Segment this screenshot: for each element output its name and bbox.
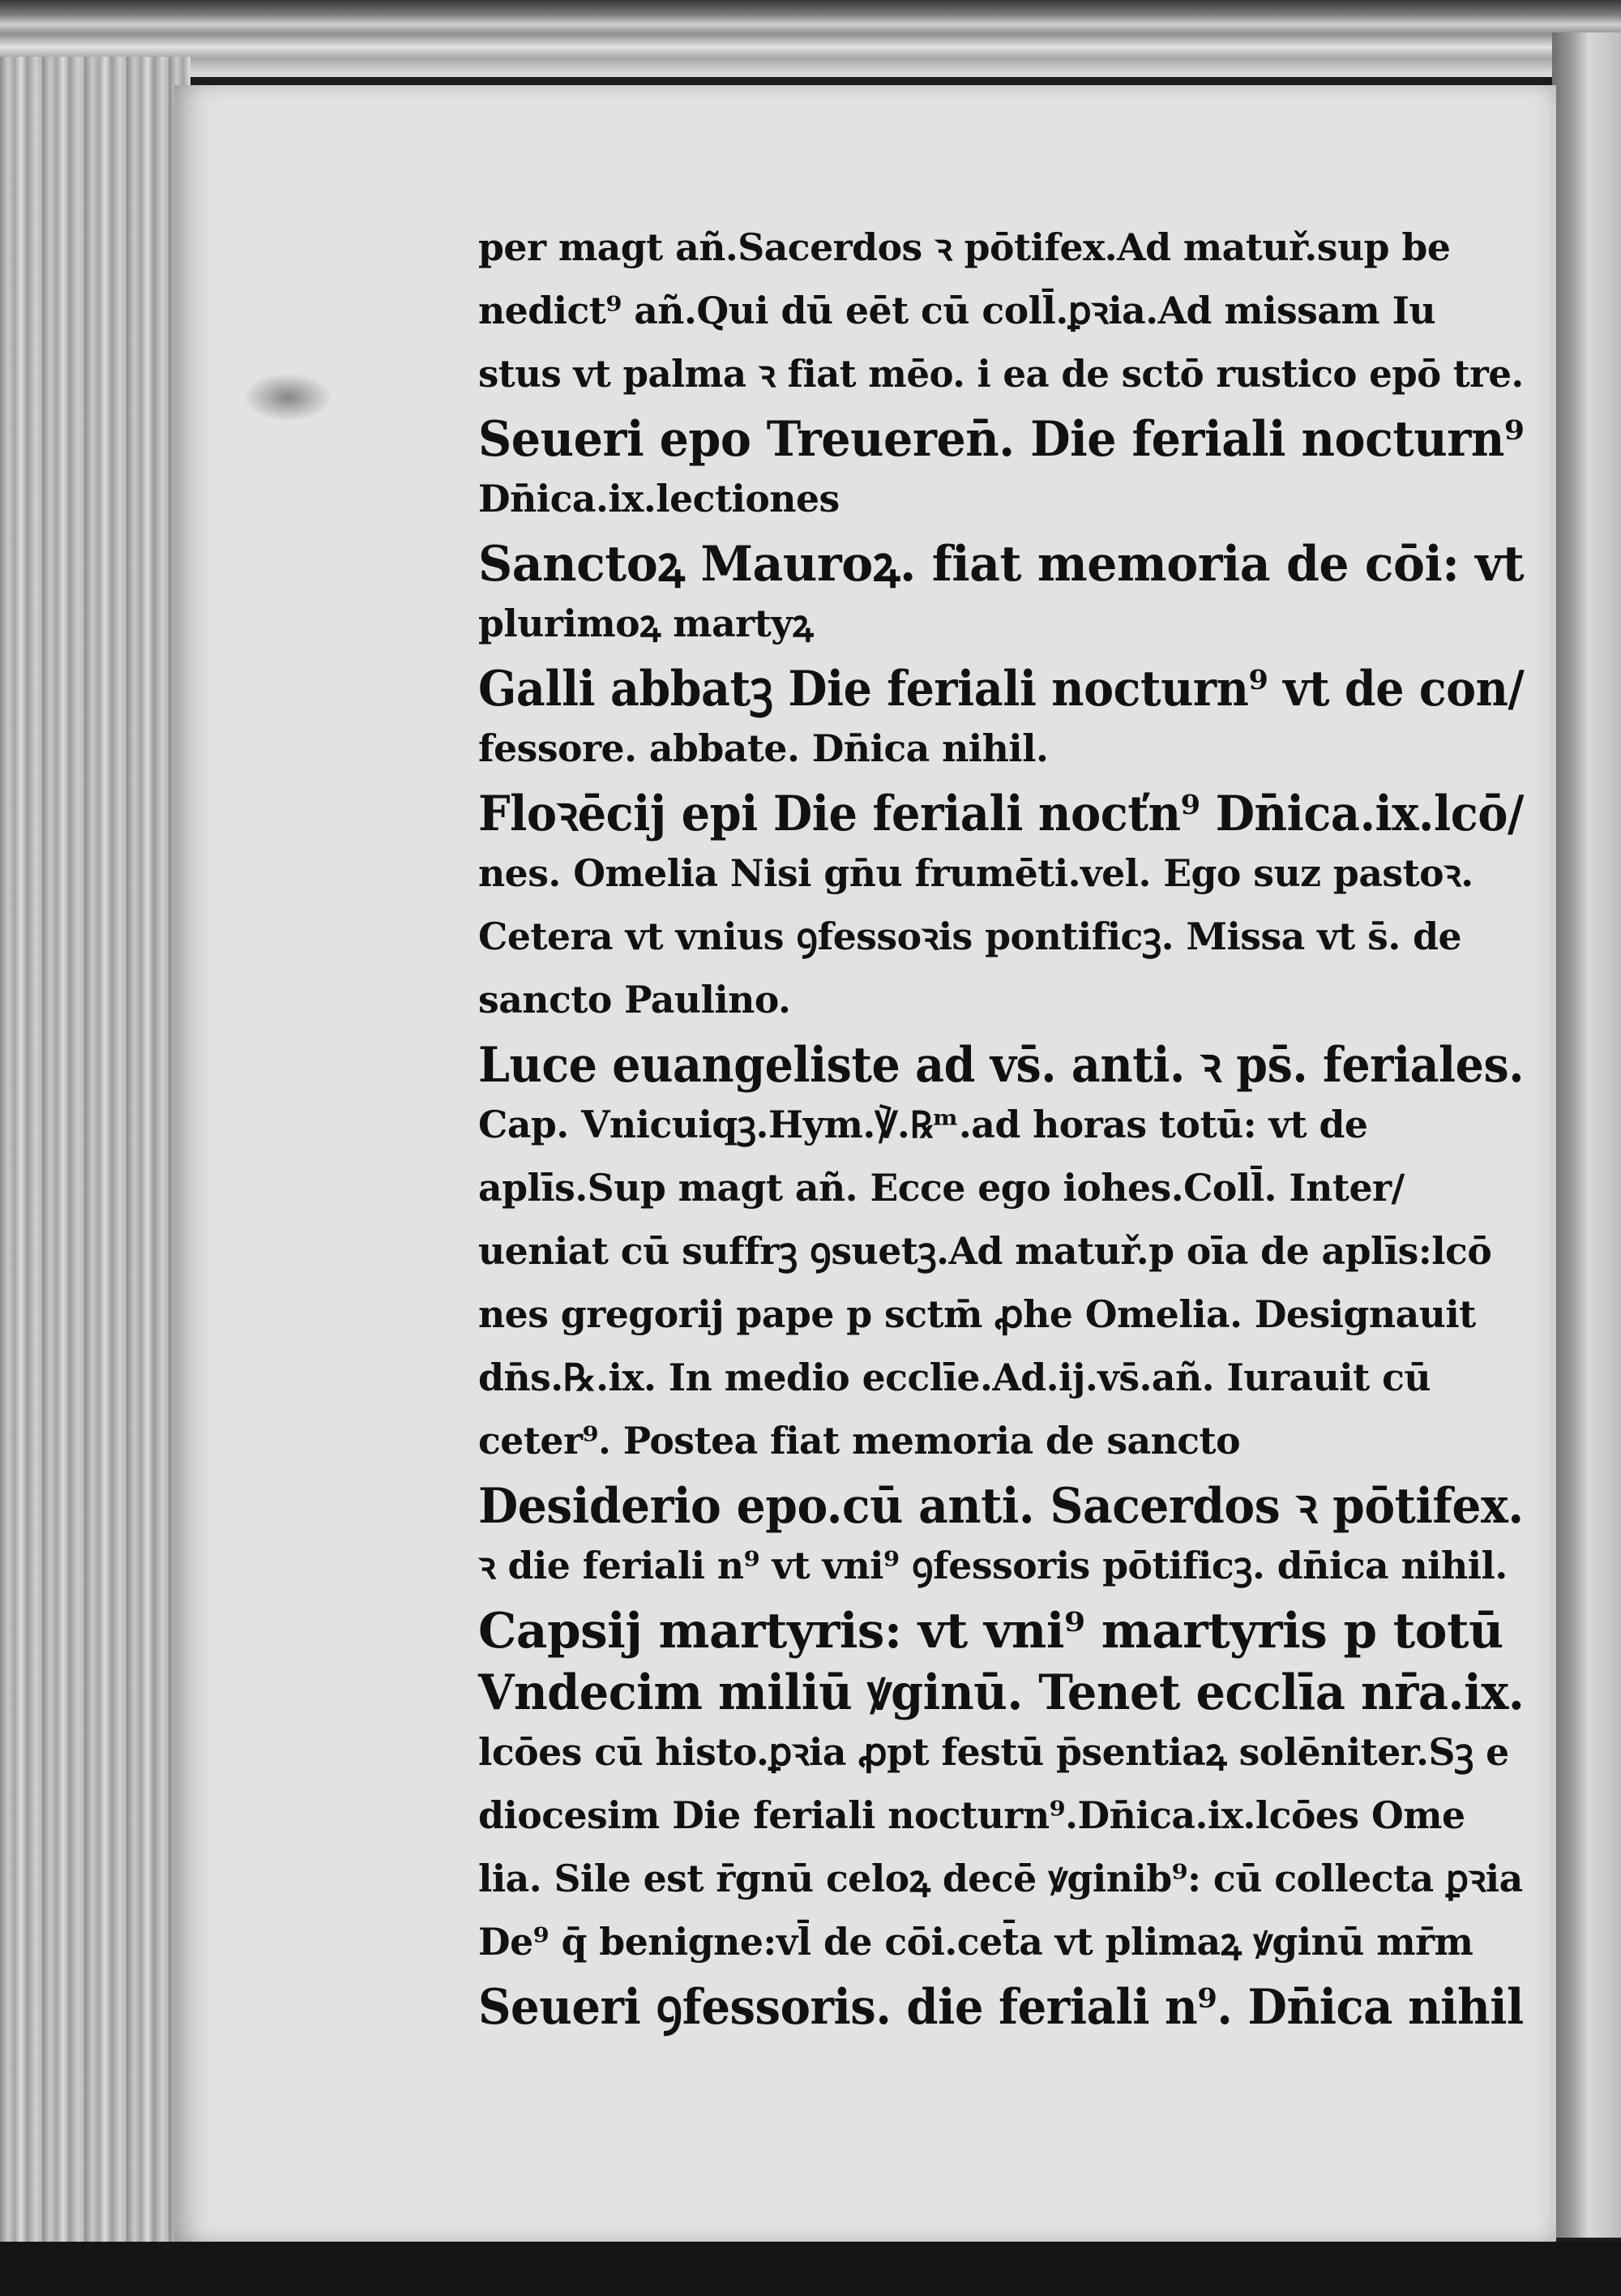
text-line: Floꝛēcij epi Die feriali nocťn⁹ Dn̄ica.ix.lcō/ [478,786,1524,842]
text-line: sancto Paulino. [478,978,791,1022]
printed-text-block [478,217,1532,2037]
text-line: per magt añ.Sacerdos ꝛ pōtifex.Ad matuř.sup be [478,225,1451,269]
text-line: ꝛ die feriali n⁹ vt vni⁹ ꝯfessoris pōtificꝫ. dn̄ica nihil. [478,1544,1508,1587]
text-line: nedict⁹ añ.Qui dū eēt cū coll̄.ꝑꝛia.Ad missam Iu [478,289,1436,332]
text-line: Cetera vt vnius ꝯfessoꝛis pontificꝫ. Missa vt s̄. de [478,915,1462,958]
text-line: Desiderio epo.cū anti. Sacerdos ꝛ pōtifex. [478,1478,1524,1535]
text-line: dn̄s.℞.ix. In medio ecclīe.Ad.ij.vs̄.añ. Iurauit cū [478,1356,1431,1399]
text-line: plurimoꝝ martyꝝ [478,602,814,645]
ink-smudge [243,373,332,422]
text-line: diocesim Die feriali nocturn⁹.Dn̄ica.ix.lcōes Ome [478,1793,1465,1837]
text-line: nes. Omelia Nisi gn̄u frumēti.vel. Ego suz pastoꝛ. [478,851,1473,895]
text-line: ceter⁹. Postea fiat memoria de sancto [478,1419,1241,1463]
text-line: aplīs.Sup magt añ. Ecce ego iohes.Coll̄. Inter/ [478,1166,1405,1210]
stacked-page-edges [0,57,190,2246]
text-line: nes gregorij pape p sctm̄ ꝓhe Omelia. Designauit [478,1292,1476,1336]
text-line: lcōes cū histo.ꝑꝛia ꝓpt festū p̄sentiaꝝ solēniter.Sꝫ e [478,1730,1509,1774]
text-line: Dn̄ica.ix.lectiones [478,477,840,520]
text-line: Luce euangeliste ad vs̄. anti. ꝛ ps̄. feriales. [478,1037,1525,1094]
facing-page-edge [1552,32,1621,2238]
background-shadow [0,2242,1621,2296]
text-line: Seueri epo Treueren̄. Die feriali nocturn⁹ [478,411,1525,468]
text-line: stus vt palma ꝛ fiat mēo. i ea de sctō rustico epō tre. [478,352,1524,396]
text-line: ueniat cū suffrꝫ ꝯsuetꝫ.Ad matuř.p oīa de aplīs:lcō [478,1229,1492,1273]
text-line: Sanctoꝝ Mauroꝝ. fiat memoria de cōi: vt [478,536,1525,593]
text-line: fessore. abbate. Dn̄ica nihil. [478,726,1049,770]
text-line: Seueri ꝯfessoris. die feriali n⁹. Dn̄ica nihil [478,1979,1524,2036]
text-line: Vndecim miliū ꝟginū. Tenet ecclīa nr̄a.ix. [478,1664,1525,1721]
text-line: Galli abbatꝫ Die feriali nocturn⁹ vt de con/ [478,661,1525,718]
page-top-edge [0,0,1621,77]
text-line: Capsij martyris: vt vni⁹ martyris p totū [478,1603,1503,1660]
text-line: lia. Sile est r̄gnū celoꝝ decē ꝟginib⁹: cū collecta ꝑꝛia [478,1857,1523,1900]
text-line: Cap. Vnicuiqꝫ.Hym.℣.℞ᵐ.ad horas totū: vt de [478,1103,1368,1146]
text-line: De⁹ q̄ benigne:vl̄ de cōi.cet̄a vt plimaꝝ ꝟginū mr̄m [478,1920,1473,1964]
